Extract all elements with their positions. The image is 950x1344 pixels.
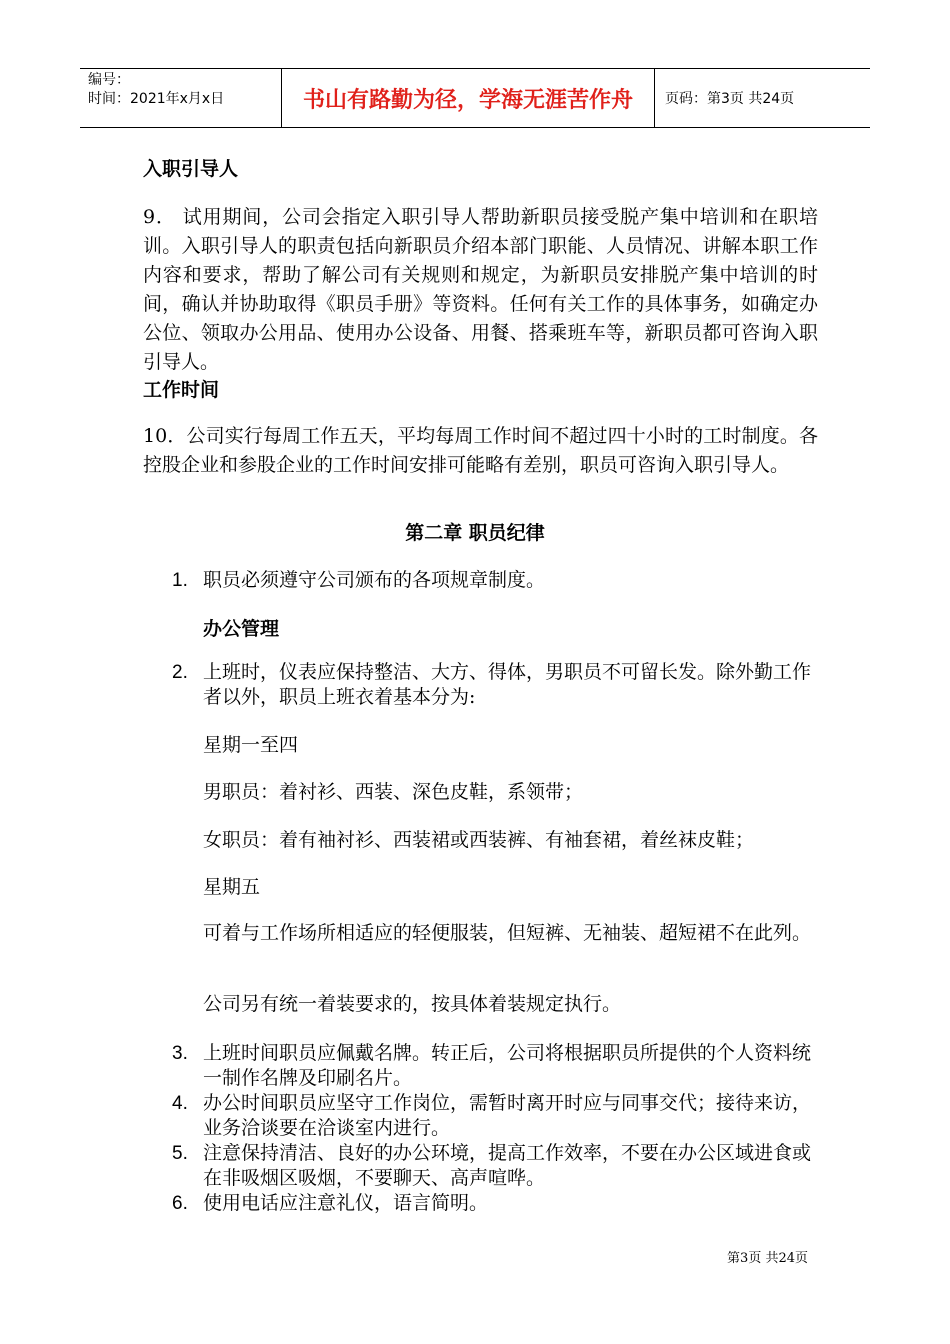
female-dress-code: 女职员：着有袖衬衫、西装裙或西装裤、有袖套裙，着丝袜皮鞋； — [203, 829, 755, 851]
list-text: 使用电话应注意礼仪，语言简明。 — [203, 1192, 489, 1214]
worktime-heading: 工作时间 — [143, 379, 220, 401]
list-number: 6. — [172, 1193, 188, 1214]
header-number-label: 编号： — [88, 72, 130, 88]
header-motto: 书山有路勤为径，学海无涯苦作舟 — [282, 69, 655, 127]
mentor-paragraph: 9． 试用期间，公司会指定入职引导人帮助新职员接受脱产集中培训和在职培训。入职引导人的职责包括向新职员介绍本部门职能、人员情况、讲解本职工作内容和要求，帮助了解公司有关规则和规定，为新职员安排脱产集中培训的时间，确认并协助取得《职员手册》等资料。任何有关工作的具体事务，如确定办公位、领取办公用品、使用办公设备、用餐、搭乘班车等，新职员都可咨询入职引导人。 — [143, 206, 818, 373]
header-page-label: 页码：第3页 共24页 — [665, 91, 795, 107]
chapter-title: 第二章 职员纪律 — [405, 522, 545, 544]
list-text: 办公时间职员应坚守工作岗位，需暂时离开时应与同事交代；接待来访，业务洽谈要在洽谈室内进行。 — [203, 1092, 812, 1139]
list-number: 3. — [172, 1043, 188, 1064]
friday-dress-code: 可着与工作场所相适应的轻便服装，但短裤、无袖装、超短裙不在此列。 — [203, 922, 812, 944]
header-meta — [80, 69, 282, 127]
page-footer: 第3页 共24页 — [727, 1251, 808, 1266]
mon-thu-label: 星期一至四 — [203, 734, 299, 756]
list-number: 5. — [172, 1143, 188, 1164]
male-dress-code: 男职员：着衬衫、西装、深色皮鞋，系领带； — [203, 781, 584, 803]
mentor-heading: 入职引导人 — [143, 158, 239, 180]
header-date-label: 时间：2021年x月x日 — [88, 91, 225, 107]
list-text: 注意保持清洁、良好的办公环境，提高工作效率，不要在办公区域进食或在非吸烟区吸烟，不要聊天、高声喧哗。 — [203, 1142, 812, 1189]
list-text: 上班时，仪表应保持整洁、大方、得体，男职员不可留长发。除外勤工作者以外，职员上班衣着基本分为: — [203, 661, 812, 708]
list-number: 2. — [172, 662, 188, 683]
list-number: 1. — [172, 570, 188, 591]
uniform-note: 公司另有统一着装要求的，按具体着装规定执行。 — [203, 993, 622, 1015]
page-header — [80, 68, 870, 128]
worktime-paragraph: 10．公司实行每周工作五天，平均每周工作时间不超过四十小时的工时制度。各控股企业和参股企业的工作时间安排可能略有差别，职员可咨询入职引导人。 — [143, 425, 818, 476]
list-text: 上班时间职员应佩戴名牌。转正后，公司将根据职员所提供的个人资料统一制作名牌及印刷名片。 — [203, 1042, 812, 1089]
friday-label: 星期五 — [203, 876, 261, 898]
list-number: 4. — [172, 1093, 188, 1114]
office-heading: 办公管理 — [203, 618, 280, 640]
list-text: 职员必须遵守公司颁布的各项规章制度。 — [203, 569, 546, 591]
